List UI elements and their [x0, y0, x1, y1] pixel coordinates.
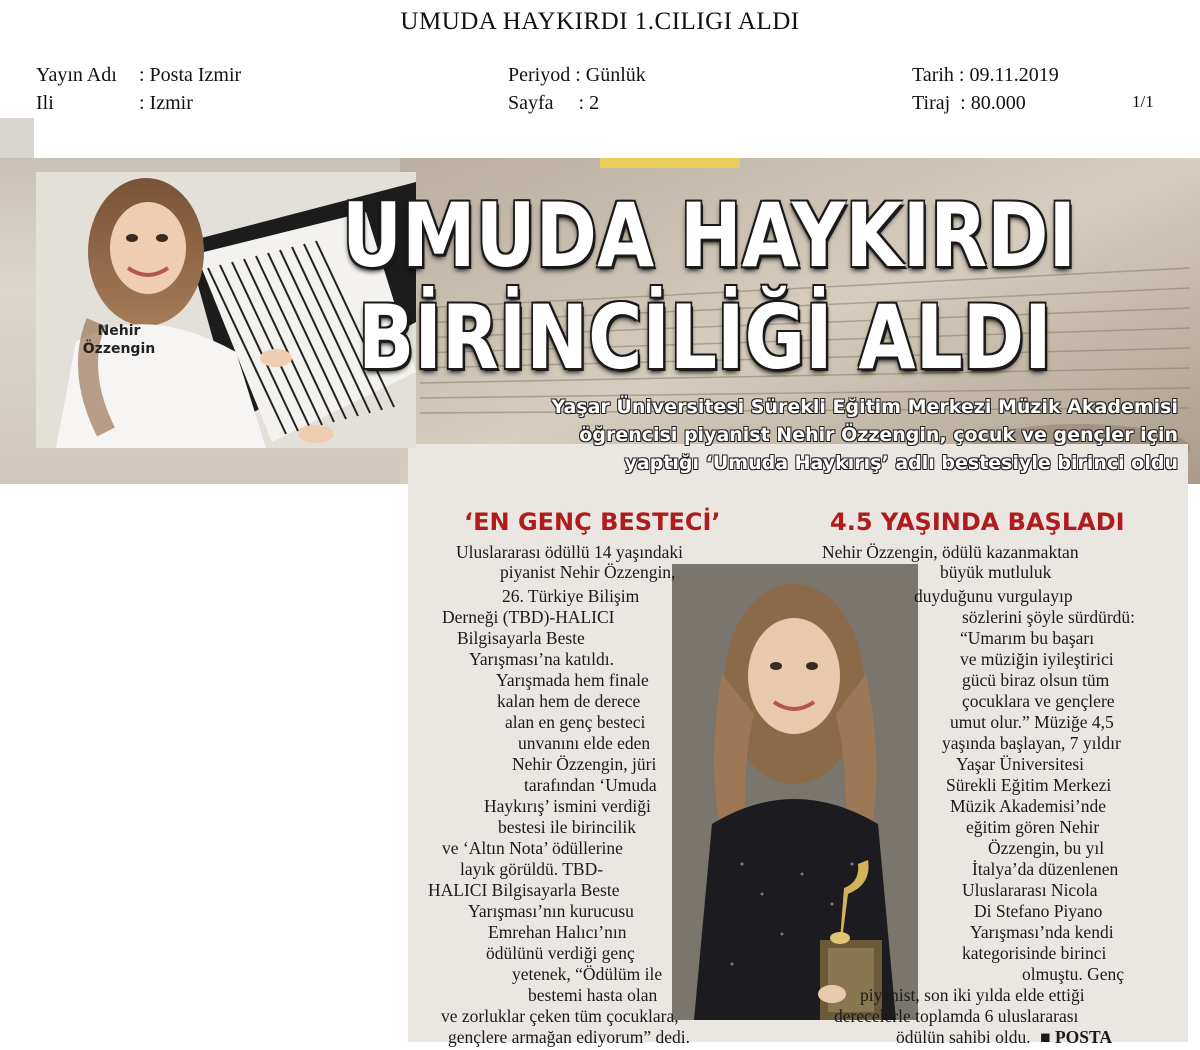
left-line: Emrehan Halıcı’nın [488, 922, 627, 942]
right-line: Yarışması’nda kendi [970, 922, 1114, 942]
right-line: Özzengin, bu yıl [988, 838, 1105, 858]
left-line: layık görüldü. TBD- [460, 859, 604, 879]
headline-line-1: UMUDA HAYKIRDI [342, 184, 1077, 287]
publication-name-label: Yayın Adı [36, 64, 117, 86]
left-line: Uluslararası ödüllü 14 yaşındaki [456, 542, 683, 562]
page-count: 1/1 [1132, 92, 1154, 111]
left-line: alan en genç besteci [505, 712, 646, 732]
left-line: HALICI Bilgisayarla Beste [428, 880, 620, 900]
right-line: gücü biraz olsun tüm [962, 670, 1110, 690]
right-line: ve müziğin iyileştirici [960, 649, 1114, 669]
left-line: Nehir Özzengin, jüri [512, 754, 657, 774]
right-line: derecelerle toplamda 6 uluslararası [834, 1006, 1079, 1026]
left-line: yetenek, “Ödülüm ile [512, 964, 663, 984]
subheadline-line-1: Yaşar Üniversitesi Sürekli Eğitim Merkezi Müzik Akademisi [551, 396, 1178, 418]
right-line: piyanist, son iki yılda elde ettiği [860, 985, 1085, 1005]
newspaper-clipping [0, 118, 1200, 1050]
right-line: ödülün sahibi oldu. [896, 1027, 1031, 1047]
right-line: Yaşar Üniversitesi [956, 754, 1085, 774]
section-heading-youngest-composer: ‘EN GENÇ BESTECİ’ [464, 508, 721, 536]
right-line: yaşında başlayan, 7 yıldır [942, 733, 1121, 753]
right-line: İtalya’da düzenlenen [972, 859, 1119, 879]
publication-name-value: : Posta Izmir [139, 64, 242, 86]
right-line: çocuklara ve gençlere [962, 691, 1115, 711]
right-line: Sürekli Eğitim Merkezi [946, 775, 1112, 795]
left-line: 26. Türkiye Bilişim [502, 586, 640, 606]
right-line: eğitim gören Nehir [966, 817, 1100, 837]
section-heading-started-at-4-5: 4.5 YAŞINDA BAŞLADI [830, 508, 1125, 536]
circulation-field: Tiraj : 80.000 [912, 92, 1026, 114]
portrait-with-trophy-photo [672, 564, 918, 1020]
left-line: ve ‘Altın Nota’ ödüllerine [442, 838, 623, 858]
subheadline-line-2: öğrencisi piyanist Nehir Özzengin, çocuk ve gençler için [579, 424, 1178, 446]
page-title: UMUDA HAYKIRDI 1.CILIGI ALDI [400, 8, 800, 35]
right-line: kategorisinde birinci [962, 943, 1107, 963]
left-line: ödülünü verdiği genç [486, 943, 635, 963]
right-line: sözlerini şöyle sürdürdü: [962, 607, 1136, 627]
page-field: Sayfa : 2 [508, 92, 600, 114]
left-line: Yarışmada hem finale [496, 670, 649, 690]
city-label: Ili [36, 92, 54, 114]
left-line: bestesi ile birincilik [498, 817, 637, 837]
right-line: “Umarım bu başarı [960, 628, 1095, 648]
left-line: Bilgisayarla Beste [457, 628, 585, 648]
right-line: büyük mutluluk [940, 562, 1052, 582]
left-line: Haykırış’ ismini verdiği [484, 796, 651, 816]
left-line: Yarışması’nın kurucusu [468, 901, 634, 921]
right-line: umut olur.” Müziğe 4,5 [950, 712, 1114, 732]
caption-last-name: Özzengin [82, 341, 156, 357]
right-line: Nehir Özzengin, ödülü kazanmaktan [822, 542, 1079, 562]
left-line: kalan hem de derece [497, 691, 641, 711]
posta-signature: ■ POSTA [1040, 1027, 1112, 1047]
photo-caption [74, 322, 164, 358]
left-line: unvanını elde eden [518, 733, 651, 753]
caption-first-name: Nehir [97, 323, 141, 339]
left-line: bestemi hasta olan [528, 985, 658, 1005]
city-value: : Izmir [139, 92, 193, 114]
subheadline-line-3: yaptığı ‘Umuda Haykırış’ adlı bestesiyle birinci oldu [624, 452, 1178, 474]
left-line: Yarışması’na katıldı. [469, 649, 615, 669]
right-line: Uluslararası Nicola [962, 880, 1098, 900]
date-field: Tarih : 09.11.2019 [912, 64, 1059, 86]
left-line: ve zorluklar çeken tüm çocuklara, [441, 1006, 679, 1026]
left-line: piyanist Nehir Özzengin, [500, 562, 676, 582]
right-line: olmuştu. Genç [1022, 964, 1125, 984]
left-line: gençlere armağan ediyorum” dedi. [448, 1027, 690, 1047]
right-line: duyduğunu vurgulayıp [914, 586, 1073, 606]
period-field: Periyod : Günlük [508, 64, 646, 86]
headline-line-2: BİRİNCİLİĞİ ALDI [358, 286, 1052, 389]
left-line: tarafından ‘Umuda [524, 775, 657, 795]
left-line: Derneği (TBD)-HALICI [442, 607, 615, 627]
right-line: Di Stefano Piyano [974, 901, 1103, 921]
right-line: Müzik Akademisi’nde [950, 796, 1107, 816]
